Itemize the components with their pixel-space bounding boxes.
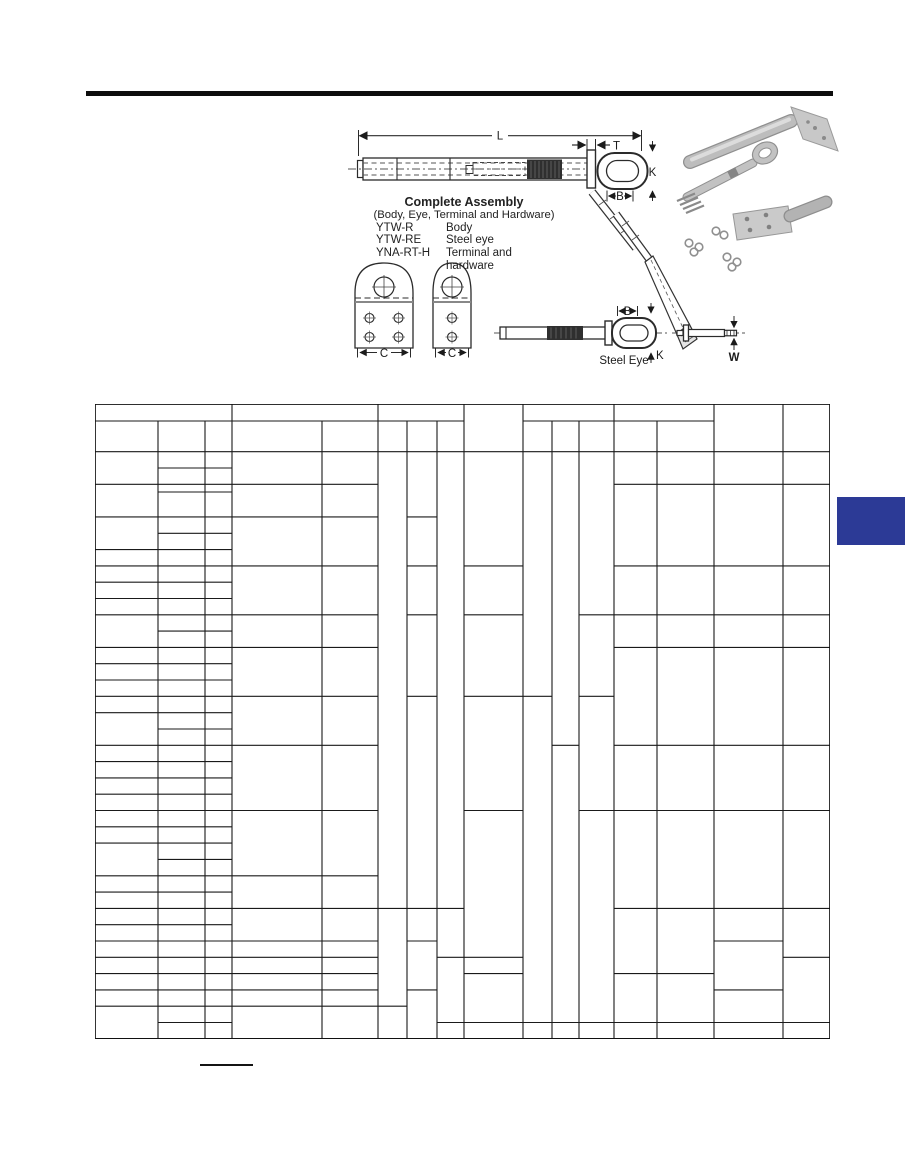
dim-label-plate-width-C-2: C bbox=[447, 348, 457, 360]
page-edge-tab bbox=[837, 497, 905, 545]
assembly-note bbox=[366, 196, 562, 273]
assembly-note-item bbox=[366, 234, 562, 247]
assembly-item-code: YNA-RT-H bbox=[376, 247, 431, 260]
assembly-item-code: YTW-RE bbox=[376, 234, 422, 247]
assembly-item-desc: Steel eye bbox=[446, 234, 494, 247]
dim-label-eye-width-B-steel-eye: B bbox=[623, 305, 632, 318]
dim-label-eye-height-K-main: K bbox=[648, 167, 657, 179]
assembly-note-title: Complete Assembly bbox=[404, 195, 524, 209]
dim-label-rod-diameter-W: W bbox=[728, 352, 740, 364]
product-photo-illustration bbox=[677, 107, 838, 271]
table-inner-vertical-lines bbox=[158, 404, 783, 1039]
photo-bolts bbox=[677, 194, 704, 214]
footnote-rule bbox=[200, 1064, 253, 1066]
assembly-note-item bbox=[366, 222, 562, 235]
photo-washers bbox=[685, 227, 741, 271]
dim-label-thickness-T: T bbox=[613, 140, 621, 153]
assembly-note-subtitle: (Body, Eye, Terminal and Hardware) bbox=[373, 209, 555, 221]
photo-terminal-pad bbox=[733, 206, 792, 240]
dim-label-length-L: L bbox=[496, 130, 504, 143]
assembly-item-desc: Body bbox=[446, 221, 473, 234]
assembly-note-item bbox=[366, 247, 562, 273]
dim-label-eye-width-B-main: B bbox=[616, 191, 624, 203]
dim-label-eye-height-K-steel-eye: K bbox=[656, 350, 664, 362]
specification-table-grid bbox=[95, 404, 830, 1039]
assembly-item-desc: Terminal and hardware bbox=[446, 247, 512, 272]
steel-eye-drawing bbox=[494, 303, 668, 363]
steel-eye-caption: Steel Eye bbox=[599, 355, 649, 367]
terminal-plate-drawings bbox=[355, 263, 471, 358]
dim-label-plate-width-C-1: C bbox=[379, 348, 389, 360]
assembly-item-code: YTW-R bbox=[376, 221, 414, 234]
